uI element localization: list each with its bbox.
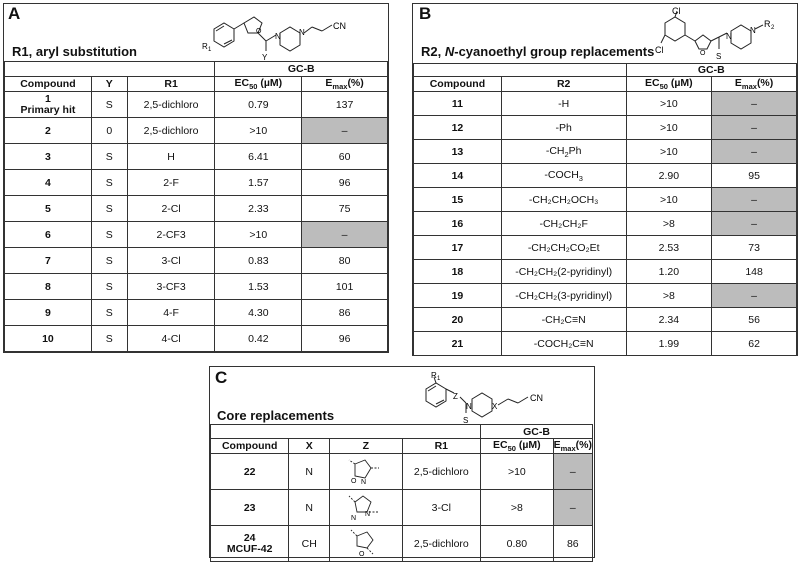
table-row: 3 S H 6.41 60 — [5, 144, 388, 170]
svg-text:O: O — [350, 478, 357, 486]
b-struct-n1: N — [726, 32, 732, 41]
b-group-header: GC-B — [626, 64, 796, 77]
svg-text:N: N — [350, 515, 356, 523]
z-furan — [330, 526, 402, 562]
a-col-emax: $E_{max}(\%)$ — [302, 77, 388, 92]
table-row: 7 S 3-Cl 0.83 80 — [5, 248, 388, 274]
c-struct-r1: R — [431, 371, 437, 380]
panel-c-label: C — [215, 368, 228, 387]
z-isoxazole — [330, 454, 402, 490]
b-struct-s: S — [716, 52, 722, 61]
table-row: 5 S 2-Cl 2.33 75 — [5, 196, 388, 222]
table-row: 24 MCUF-42 CH O 2,5-dichloro 0.80 86 — [211, 526, 593, 562]
a-group-header: GC-B — [215, 62, 388, 77]
b-col-compound: Compound — [414, 77, 502, 92]
panel-a-label: A — [8, 4, 21, 23]
table-row: 4 S 2-F 1.57 96 — [5, 170, 388, 196]
a-col-r1: R1 — [127, 77, 215, 92]
b-struct-r2: R — [764, 19, 771, 29]
c-struct-r1-sub: 1 — [437, 376, 441, 382]
z-pyrazole — [330, 490, 402, 526]
c-struct-z: Z — [453, 392, 458, 401]
a-struct-r1-sub: 1 — [208, 47, 212, 53]
c-col-emax: $E_{max}(\%)$ — [553, 439, 592, 454]
panel-b-title: R2, N-cyanoethyl group replacements — [421, 44, 655, 59]
svg-text:N: N — [364, 511, 370, 519]
b-struct-n2: N — [750, 26, 756, 35]
table-row: 6 S 2-CF3 >10 – — [5, 222, 388, 248]
a-struct-n1: N — [275, 32, 281, 41]
panel-b-table — [413, 63, 797, 356]
table-row: 19 -CH₂CH₂(3-pyridinyl) >8 – — [414, 284, 797, 308]
panel-c-title: Core replacements — [217, 408, 335, 423]
table-row: 13 $-CH_2Ph$ >10 – — [414, 140, 797, 164]
c-struct-x: X — [492, 402, 498, 411]
c-struct-cn: CN — [530, 393, 543, 403]
panel-b-label: B — [419, 4, 432, 23]
c-struct-s: S — [463, 416, 469, 425]
panel-c-table — [210, 424, 593, 562]
table-row: 14 $-COCH_3$ 2.90 95 — [414, 164, 797, 188]
c-col-r1: R1 — [402, 439, 481, 454]
a-struct-cn: CN — [333, 21, 346, 31]
c-col-z: Z — [330, 439, 402, 454]
a-struct-y: Y — [262, 53, 268, 62]
table-row: 15 -CH₂CH₂OCH₃ >10 – — [414, 188, 797, 212]
a-struct-o: O — [256, 28, 262, 35]
table-row: 9 S 4-F 4.30 86 — [5, 300, 388, 326]
table-row: 20 -CH₂C≡N 2.34 56 — [414, 308, 797, 332]
table-row: 12 -Ph >10 – — [414, 116, 797, 140]
table-row: 11 -H >10 – — [414, 92, 797, 116]
b-struct-r2-sub: 2 — [771, 25, 775, 31]
table-row: 21 -COCH₂C≡N 1.99 62 — [414, 332, 797, 356]
svg-text:N: N — [360, 479, 366, 487]
b-col-emax: $E_{max}(\%)$ — [712, 77, 797, 92]
table-row: 23 N N N 3-Cl >8 – — [211, 490, 593, 526]
panel-a-structure — [200, 3, 385, 63]
a-col-y: Y — [91, 77, 127, 92]
table-row: 16 -CH₂CH₂F >8 – — [414, 212, 797, 236]
table-row: 18 -CH₂CH₂(2-pyridinyl) 1.20 148 — [414, 260, 797, 284]
panel-b-structure — [655, 3, 795, 65]
c-col-ec50: $EC_{50}$ (µM) — [481, 439, 554, 454]
a-col-ec50: $EC_{50}$ (µM) — [215, 77, 302, 92]
b-struct-o: O — [700, 50, 706, 57]
b-struct-cl-top: Cl — [672, 6, 681, 16]
a-col-compound: Compound — [5, 77, 92, 92]
table-row: 17 -CH₂CH₂CO₂Et 2.53 73 — [414, 236, 797, 260]
panel-c-structure — [418, 367, 568, 427]
b-col-r2: R2 — [501, 77, 626, 92]
c-group-header: GC-B — [481, 425, 593, 439]
c-col-compound: Compound — [211, 439, 289, 454]
table-row: 22 N O N 2,5-dichloro >10 – — [211, 454, 593, 490]
b-col-ec50: $EC_{50}$ (µM) — [626, 77, 712, 92]
a-struct-n2: N — [299, 28, 305, 37]
a-struct-r1: R — [202, 42, 208, 51]
c-col-x: X — [289, 439, 330, 454]
table-row: 8 S 3-CF3 1.53 101 — [5, 274, 388, 300]
svg-text:O: O — [358, 551, 365, 559]
c-struct-n: N — [466, 402, 472, 411]
table-row: 2 0 2,5-dichloro >10 – — [5, 118, 388, 144]
table-row: 10 S 4-Cl 0.42 96 — [5, 326, 388, 352]
panel-a-table — [4, 61, 388, 352]
table-row: 1 Primary hit S 2,5-dichloro 0.79 137 — [5, 92, 388, 118]
b-struct-cl-bottom: Cl — [655, 45, 664, 55]
panel-a-title: R1, aryl substitution — [12, 44, 137, 59]
